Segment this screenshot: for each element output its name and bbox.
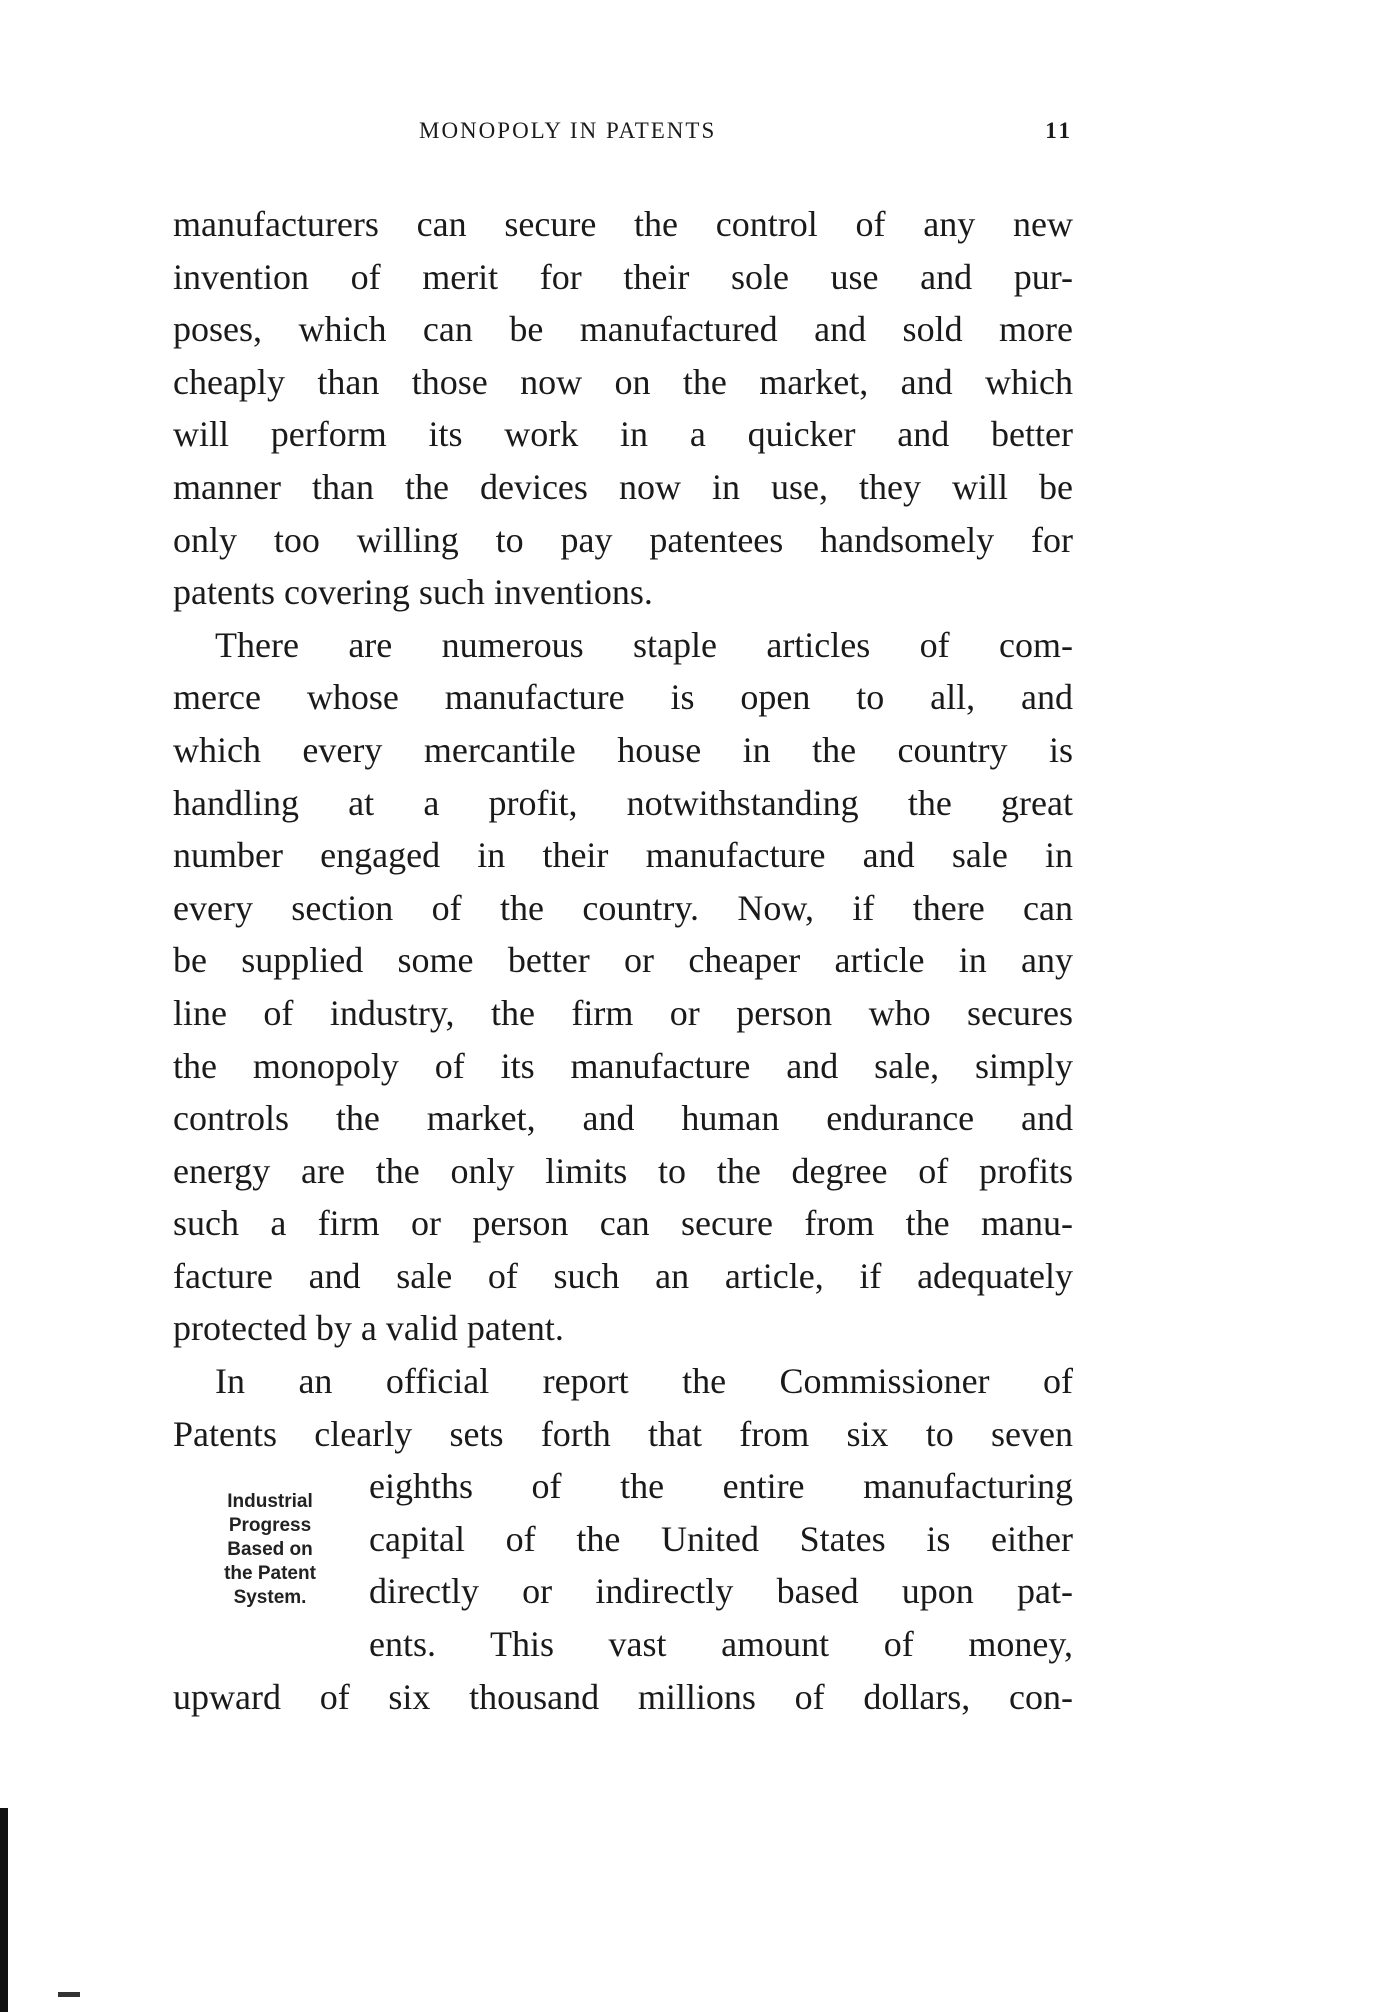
running-header bbox=[173, 118, 1073, 152]
text-line: upward of six thousand millions of dollars, con- bbox=[173, 1676, 1073, 1717]
sidenote-line: Based on bbox=[227, 1539, 313, 1560]
page-number: 11 bbox=[1045, 118, 1073, 143]
text-line: number engaged in their manufacture and sale in bbox=[173, 835, 1073, 876]
text-line: There are numerous staple articles of com- bbox=[215, 624, 1073, 665]
paragraph-2 bbox=[173, 619, 1073, 1355]
text-line: will perform its work in a quicker and better bbox=[173, 414, 1073, 455]
text-line: only too willing to pay patentees handsomely for bbox=[173, 519, 1073, 560]
text-line: manner than the devices now in use, they will be bbox=[173, 466, 1073, 507]
text-line: protected by a valid patent. bbox=[173, 1308, 564, 1349]
text-line: which every mercantile house in the country is bbox=[173, 729, 1073, 770]
text-line: invention of merit for their sole use and pur- bbox=[173, 256, 1073, 297]
text-line: such a firm or person can secure from the manu- bbox=[173, 1203, 1073, 1244]
text-line: cheaply than those now on the market, and which bbox=[173, 361, 1073, 402]
text-line: eighths of the entire manufacturing bbox=[369, 1466, 1073, 1507]
text-line: facture and sale of such an article, if adequately bbox=[173, 1255, 1073, 1296]
paragraph-1 bbox=[173, 198, 1073, 619]
text-line: every section of the country. Now, if there can bbox=[173, 887, 1073, 928]
text-line: the monopoly of its manufacture and sale, simply bbox=[173, 1045, 1073, 1086]
text-line: line of industry, the firm or person who secures bbox=[173, 992, 1073, 1033]
text-line: In an official report the Commissioner of bbox=[215, 1361, 1073, 1402]
text-line: merce whose manufacture is open to all, and bbox=[173, 677, 1073, 718]
text-line: handling at a profit, notwithstanding the great bbox=[173, 782, 1073, 823]
text-line: capital of the United States is either bbox=[369, 1518, 1073, 1559]
sidenote-line: the Patent bbox=[224, 1563, 316, 1584]
sidenote-line: Progress bbox=[228, 1515, 312, 1536]
text-line: manufacturers can secure the control of any new bbox=[173, 204, 1073, 244]
sidenote-line: System. bbox=[233, 1587, 307, 1608]
text-line: poses, which can be manufactured and sold more bbox=[173, 309, 1073, 350]
text-line: ents. This vast amount of money, bbox=[369, 1624, 1073, 1665]
text-line: energy are the only limits to the degree of profits bbox=[173, 1150, 1073, 1191]
scan-edge-mark bbox=[58, 1992, 80, 1997]
scan-edge-shadow bbox=[0, 1808, 8, 2012]
text-line: directly or indirectly based upon pat- bbox=[369, 1571, 1073, 1612]
text-line: patents covering such inventions. bbox=[173, 572, 653, 613]
text-line: Patents clearly sets forth that from six to seven bbox=[173, 1413, 1073, 1454]
sidenote-line: Industrial bbox=[227, 1491, 313, 1512]
text-line: controls the market, and human endurance and bbox=[173, 1098, 1073, 1139]
running-title: MONOPOLY IN PATENTS bbox=[419, 118, 717, 143]
margin-sidenote bbox=[190, 1490, 350, 1610]
text-line: be supplied some better or cheaper article in any bbox=[173, 940, 1073, 981]
